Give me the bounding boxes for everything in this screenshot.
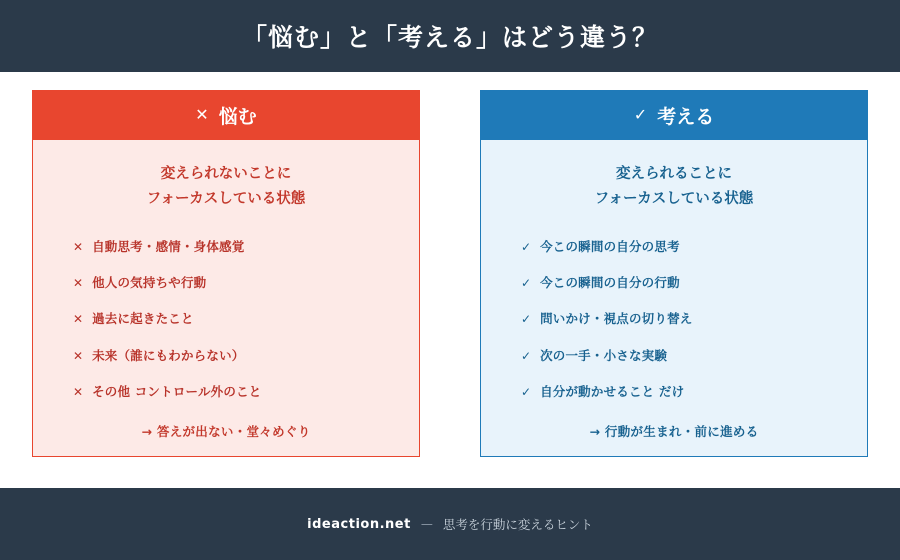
footer-separator: — [420,517,433,531]
list-item [521,348,847,364]
comparison-columns [0,72,900,488]
list-item-label: 次の一手・小さな実験 [540,347,668,363]
card-nayamu-footnote: → 答えが出ない・堂々めぐり [141,424,311,439]
list-item [521,275,847,291]
card-nayamu-list [53,239,399,420]
list-item-label: 自分が動かせること だけ [540,383,685,399]
card-nayamu-header [32,90,420,140]
card-kangaeru-subtitle-line2: フォーカスしている状態 [594,191,754,208]
card-kangaeru-subtitle [501,162,847,213]
card-kangaeru [480,90,868,457]
card-nayamu-body [32,140,420,457]
list-item [521,239,847,255]
check-mark-icon: ✓ [521,312,532,327]
card-kangaeru-header [480,90,868,140]
list-item [521,311,847,327]
slide-header [0,0,900,72]
card-kangaeru-footnote: → 行動が生まれ・前に進める [589,424,759,439]
list-item-label: 過去に起きたこと [92,311,194,327]
list-item-label: 今この瞬間の自分の行動 [540,275,680,290]
cross-mark-icon: ✕ [195,105,209,124]
list-item-label: 未来（誰にもわからない） [92,347,245,363]
card-nayamu-subtitle-line1: 変えられないことに [160,166,292,182]
page-title: 「悩む」と「考える」はどう違う？ [241,23,658,52]
card-kangaeru-list [501,239,847,420]
card-kangaeru-body [480,140,868,457]
card-nayamu-subtitle-line2: フォーカスしている状態 [146,191,306,208]
list-item [73,384,399,400]
list-item-label: 問いかけ・視点の切り替え [540,311,693,327]
footer-brand: ideaction.net [307,516,411,532]
card-kangaeru-subtitle-line1: 変えられることに [616,166,732,182]
list-item [73,311,399,327]
cross-mark-icon: ✕ [73,276,84,290]
check-mark-icon: ✓ [521,276,532,290]
cross-mark-icon: ✕ [73,348,84,363]
check-mark-icon: ✓ [521,384,532,399]
card-nayamu [32,90,420,457]
list-item-label: その他 コントロール外のこと [92,383,262,399]
slide-footer [0,488,900,560]
cross-mark-icon: ✕ [73,384,84,399]
card-kangaeru-title: 考える [657,105,715,128]
footer-tagline: 思考を行動に変えるヒント [442,517,593,532]
list-item-label: 自動思考・感情・身体感覚 [92,238,245,254]
list-item [73,348,399,364]
card-nayamu-title: 悩む [218,105,257,128]
card-nayamu-subtitle [53,162,399,213]
list-item-label: 他人の気持ちや行動 [92,275,207,290]
list-item [521,384,847,400]
check-mark-icon: ✓ [521,239,532,254]
list-item [73,239,399,255]
list-item-label: 今この瞬間の自分の思考 [540,238,680,254]
list-item [73,275,399,291]
check-mark-icon: ✓ [521,348,532,363]
cross-mark-icon: ✕ [73,239,84,254]
cross-mark-icon: ✕ [73,312,84,327]
check-mark-icon: ✓ [633,105,648,124]
